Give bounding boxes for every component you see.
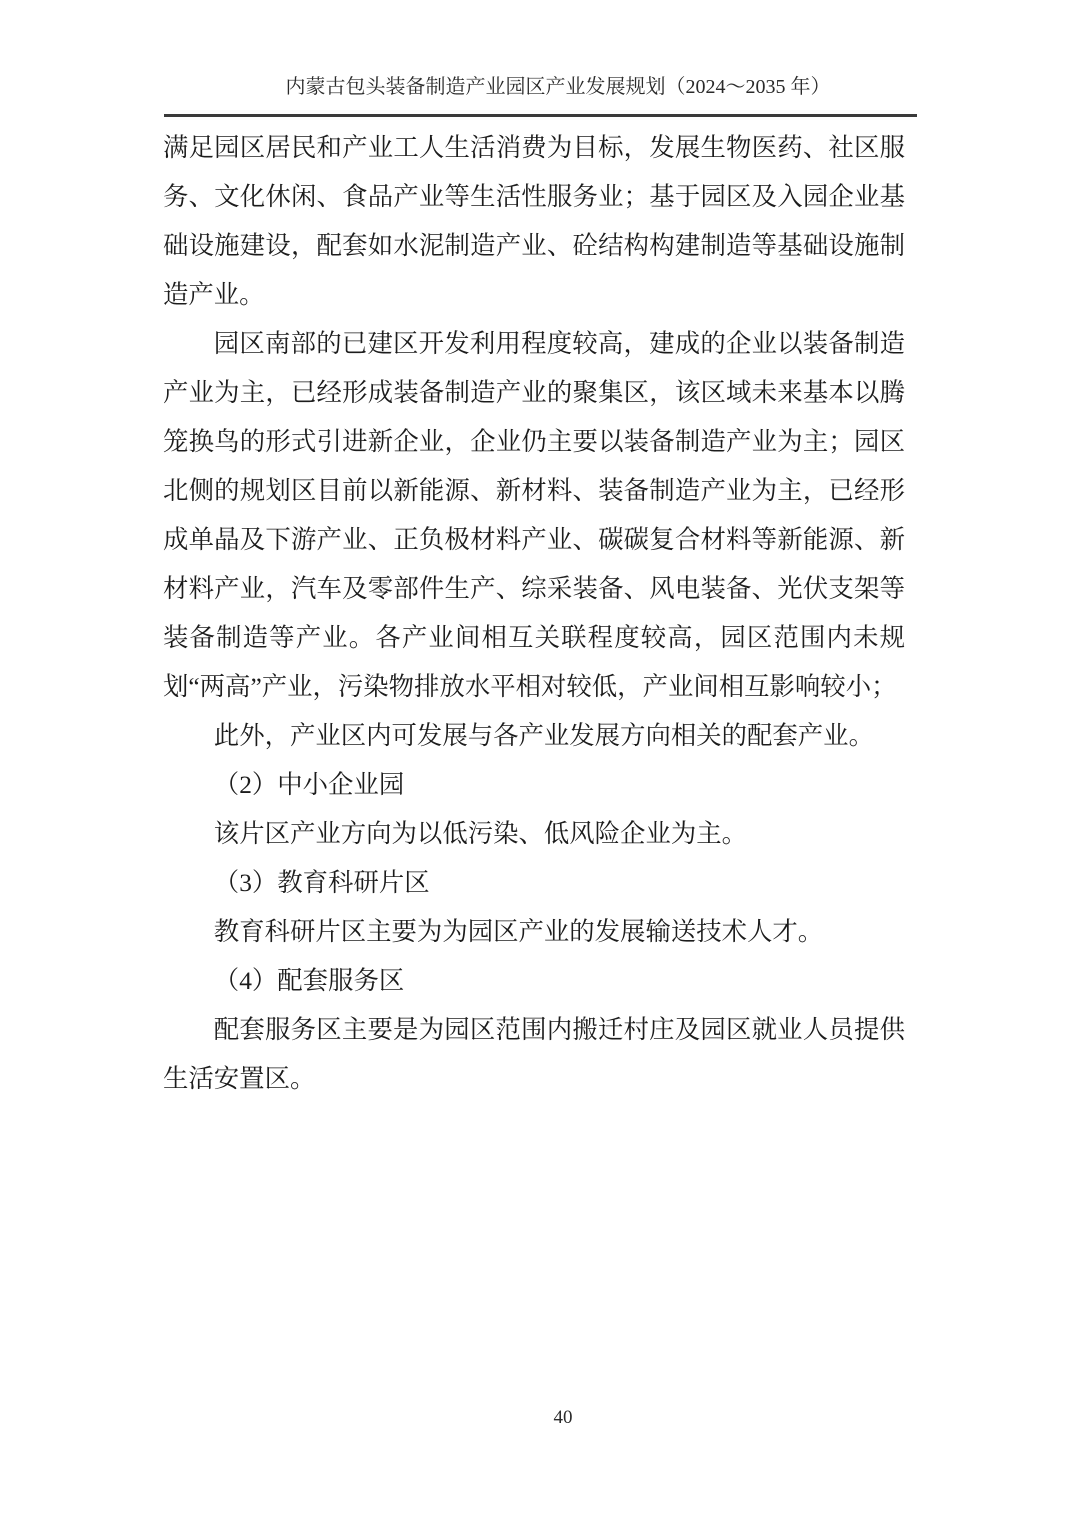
running-header-title: 内蒙古包头装备制造产业园区产业发展规划（2024～2035 年） [285, 76, 831, 98]
paragraph: 教育科研片区主要为为园区产业的发展输送技术人才。 [213, 918, 824, 946]
section-heading: （4）配套服务区 [213, 967, 405, 995]
paragraph: 配套服务区主要是为园区范围内搬迁村庄及园区就业人员提供生活安置区。 [163, 1016, 905, 1093]
section-heading: （2）中小企业园 [213, 771, 405, 799]
header-rule [164, 114, 917, 117]
paragraph: 园区南部的已建区开发利用程度较高，建成的企业以装备制造产业为主，已经形成装备制造产业的聚集区，该区域未来基本以腾笼换鸟的形式引进新企业，企业仍主要以装备制造产业为主；园区北侧的规划区目前以新能源、新材料、装备制造产业为主，已经形成单晶及下游产业、正负极材料产业、碳碳复合材料等新能源、新材料产业，汽车及零部件生产、综采装备、风电装备、光伏支架等装备制造等产业。各产业间相互关联程度较高，园区范围内未规划“两高”产业，污染物排放水平相对较低，产业间相互影响较小； [163, 330, 905, 701]
paragraph: 此外，产业区内可发展与各产业发展方向相关的配套产业。 [213, 722, 874, 750]
paragraph: 该片区产业方向为以低污染、低风险企业为主。 [213, 820, 747, 848]
section-heading: （3）教育科研片区 [213, 869, 430, 897]
page-number: 40 [553, 1407, 573, 1428]
document-body [163, 124, 905, 1104]
paragraph: 满足园区居民和产业工人生活消费为目标，发展生物医药、社区服务、文化休闲、食品产业等生活性服务业；基于园区及入园企业基础设施建设，配套如水泥制造产业、砼结构构建制造等基础设施制造产业。 [163, 134, 905, 309]
